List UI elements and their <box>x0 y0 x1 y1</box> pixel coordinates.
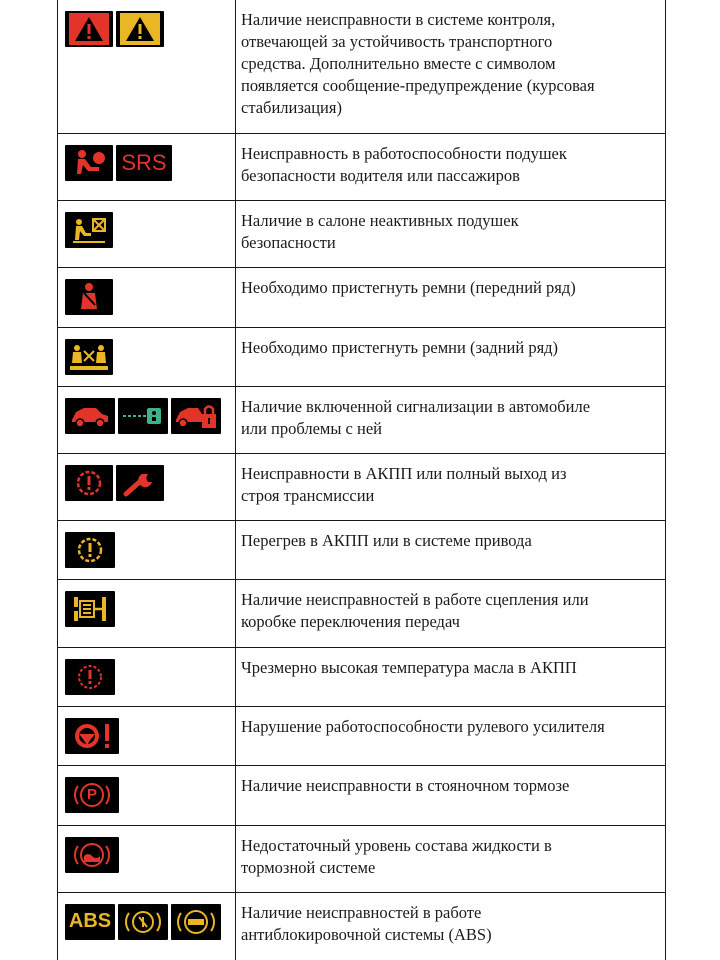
icons-cell <box>58 200 236 267</box>
abs-circle-icon <box>171 904 221 940</box>
description-cell: Неисправности в АКПП или полный выход из строя трансмиссии <box>236 453 666 520</box>
drivetrain-icon <box>65 591 115 627</box>
table-row <box>58 647 666 706</box>
description-cell: Необходимо пристегнуть ремни (передний ряд) <box>236 267 666 327</box>
description-cell: Наличие неисправностей в работе антиблокировочной системы (ABS) <box>236 892 666 960</box>
table-row <box>58 825 666 892</box>
table-row <box>58 0 666 133</box>
table-row <box>58 706 666 765</box>
icons-cell <box>58 706 236 765</box>
table-row <box>58 133 666 200</box>
gear-overheat-icon <box>65 532 115 568</box>
icons-cell <box>58 327 236 386</box>
description-cell: Наличие включенной сигнализации в автомобиле или проблемы с ней <box>236 386 666 453</box>
table-row <box>58 267 666 327</box>
power-steering-icon <box>65 718 119 754</box>
icons-cell <box>58 453 236 520</box>
seatbelt-front-icon <box>65 279 113 315</box>
table-row <box>58 453 666 520</box>
srs-icon: SRS <box>116 145 172 181</box>
icons-cell <box>58 647 236 706</box>
icons-cell <box>58 386 236 453</box>
brake-fluid-icon <box>65 837 119 873</box>
icons-cell <box>58 133 236 200</box>
key-icon <box>118 398 168 434</box>
airbag-off-icon <box>65 212 113 248</box>
wrench-icon <box>116 465 164 501</box>
table-row <box>58 765 666 825</box>
description-cell: Наличие неисправности в системе контроля, отвечающей за устойчивость транспортного средства. Дополнительно вместе с символом появляется сообщение-предупреждение (курсовая стабилизация) <box>236 0 666 133</box>
icons-cell <box>58 267 236 327</box>
icons-cell <box>58 520 236 579</box>
description-cell: Недостаточный уровень состава жидкости в тормозной системе <box>236 825 666 892</box>
description-cell: Перегрев в АКПП или в системе привода <box>236 520 666 579</box>
description-cell: Наличие неисправности в стояночном тормозе <box>236 765 666 825</box>
icons-cell <box>58 765 236 825</box>
table-row <box>58 386 666 453</box>
seatbelt-rear-icon <box>65 339 113 375</box>
table-row <box>58 579 666 647</box>
description-cell: Нарушение работоспособности рулевого усилителя <box>236 706 666 765</box>
description-cell: Неисправность в работоспособности подушек безопасности водителя или пассажиров <box>236 133 666 200</box>
table-row <box>58 892 666 960</box>
icons-cell <box>58 892 236 960</box>
icons-cell <box>58 0 236 133</box>
car-lock-icon <box>171 398 221 434</box>
table-row <box>58 200 666 267</box>
icons-cell <box>58 579 236 647</box>
warning-triangle-red-icon <box>65 11 113 47</box>
description-cell: Наличие в салоне неактивных подушек безопасности <box>236 200 666 267</box>
icons-cell <box>58 825 236 892</box>
transmission-warning-icon <box>65 465 113 501</box>
warning-triangle-amber-icon <box>116 11 164 47</box>
oil-temperature-icon <box>65 659 115 695</box>
abs-text-icon: ABS <box>65 904 115 940</box>
car-alarm-icon <box>65 398 115 434</box>
warning-lights-table <box>57 0 666 960</box>
table-row <box>58 327 666 386</box>
description-cell: Наличие неисправностей в работе сцепления или коробке переключения передач <box>236 579 666 647</box>
description-cell: Необходимо пристегнуть ремни (задний ряд) <box>236 327 666 386</box>
airbag-icon <box>65 145 113 181</box>
abs-wheel-icon <box>118 904 168 940</box>
parking-brake-icon: P <box>65 777 119 813</box>
description-cell: Чрезмерно высокая температура масла в АКПП <box>236 647 666 706</box>
table-row <box>58 520 666 579</box>
